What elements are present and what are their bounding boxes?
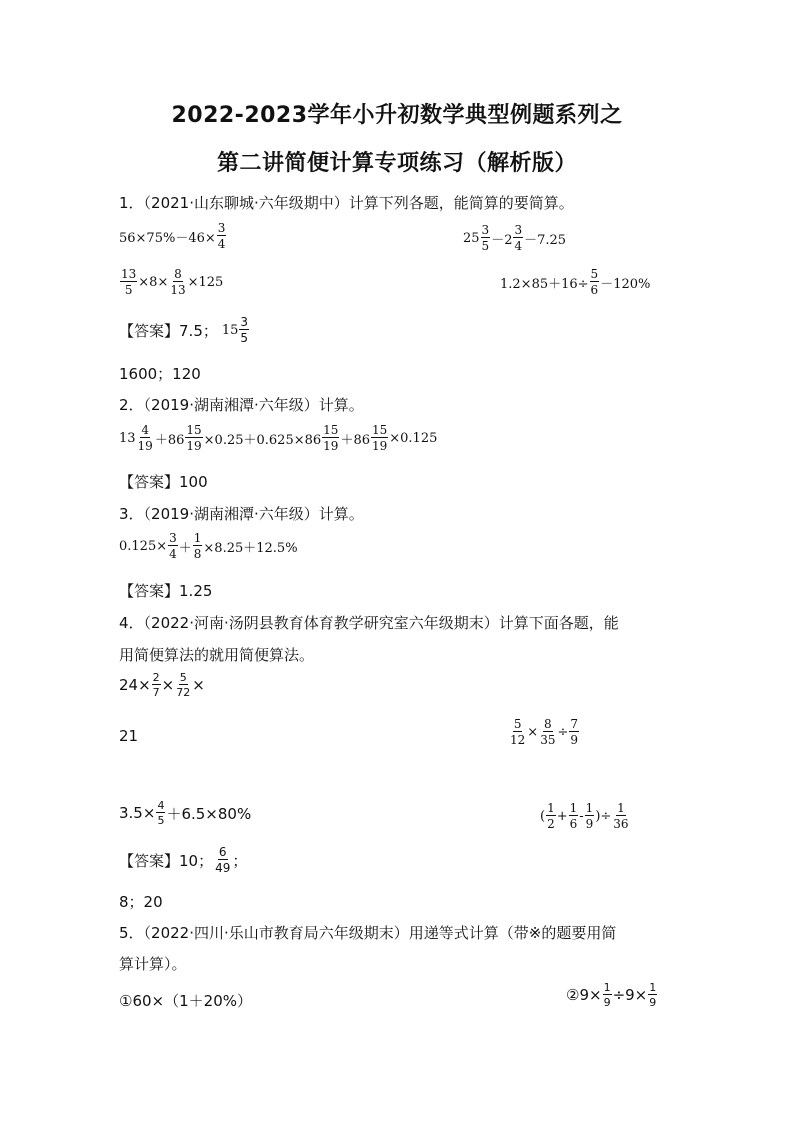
fraction: $\frac{1}{9}$ [649, 981, 657, 1009]
fraction: $\frac{1}{6}$ [569, 801, 578, 831]
expr-text: × [161, 676, 175, 694]
expr-text: ×8.25＋12.5% [203, 540, 298, 556]
q4-expr-4 [540, 802, 631, 830]
fraction: $\frac{5}{12}$ [510, 717, 526, 747]
expr-text: 56×75%－46× [119, 230, 216, 246]
answer-label: 【答案】 [119, 321, 180, 340]
fraction: $\frac{4}{19}$ [137, 423, 153, 453]
answer-text: 1.25 [179, 581, 213, 600]
fraction: $\frac{1}{36}$ [613, 801, 629, 831]
expr-text: ÷9× [612, 986, 648, 1004]
fraction: $\frac{15}{19}$ [323, 423, 339, 453]
expr-text: ×125 [187, 274, 224, 290]
q4-stem-line-2: 用简便算法的就用简便算法。 [119, 646, 315, 664]
fraction: $\frac{5}{72}$ [176, 671, 191, 699]
fraction: $\frac{1}{9}$ [603, 981, 611, 1009]
q5-stem-line-1: 5．（2022·四川·乐山市教育局六年级期末）用递等式计算（带※的题要用简 [119, 924, 617, 942]
expr-text: - [579, 808, 584, 824]
q3-stem: 3．（2019·湖南湘潭·六年级）计算。 [119, 505, 364, 523]
expr-text: × [527, 724, 539, 740]
expr-text: ＋86 [340, 432, 370, 448]
q1-stem: 1．（2021·山东聊城·六年级期中）计算下列各题，能简算的要简算。 [119, 194, 574, 212]
title-line-2: 第二讲简便计算专项练习（解析版） [216, 151, 577, 176]
expr-text: －2 [491, 232, 513, 248]
expr-text: ( [540, 808, 546, 824]
fraction: $\frac{1}{9}$ [585, 801, 594, 831]
q5-expr-1: ①60×（1＋20%） [119, 992, 252, 1010]
q1-answer [119, 316, 250, 344]
fraction: $\frac{1}{2}$ [547, 801, 555, 831]
answer-whole: 15 [221, 322, 239, 338]
q5-stem-line-2: 算计算）。 [119, 955, 187, 973]
q4-answer [119, 846, 247, 874]
q4-expr-3 [119, 800, 251, 826]
expr-text: ②9× [566, 986, 602, 1004]
expr-text: 25 [463, 230, 480, 246]
fraction: $\frac{2}{7}$ [152, 671, 160, 699]
answer-separator: ； [232, 851, 248, 870]
expr-text: ×0.125 [389, 430, 438, 446]
fraction: $\frac{7}{9}$ [570, 717, 579, 747]
q2-stem: 2．（2019·湖南湘潭·六年级）计算。 [119, 396, 364, 414]
expr-text: )÷ [595, 808, 612, 824]
q1-expr-2 [463, 224, 566, 252]
answer-text: 10； [179, 851, 214, 870]
fraction: $\frac{3}{5}$ [481, 223, 490, 253]
answer-text: 100 [179, 472, 208, 491]
expr-text: ×0.25＋0.625×86 [203, 432, 322, 448]
q4-expr-2 [508, 718, 580, 746]
title-line-1: 2022-2023学年小升初数学典型例题系列之 [171, 103, 623, 128]
answer-fraction: $\frac{6}{49}$ [215, 845, 231, 875]
q1-expr-3 [119, 268, 223, 296]
q1-expr-4 [500, 268, 650, 296]
expr-text: ＋86 [154, 432, 185, 448]
expr-text: －7.25 [524, 232, 567, 248]
fraction: $\frac{13}{5}$ [121, 267, 137, 297]
q4-stem-line-1: 4．（2022·河南·汤阴县教育体育教学研究室六年级期末）计算下面各题，能 [119, 614, 619, 632]
q1-answer-line-2: 1600；120 [119, 365, 201, 383]
fraction: $\frac{3}{4}$ [217, 221, 226, 251]
q5-expr-2 [566, 982, 658, 1008]
fraction: $\frac{4}{5}$ [157, 799, 165, 827]
expr-text: 0.125× [119, 538, 168, 554]
q4-expr-1-continued: 21 [119, 727, 139, 745]
expr-text: 13 [119, 430, 136, 446]
expr-text: 1.2×85＋16÷ [500, 276, 589, 292]
expr-text: ＋6.5×80% [166, 804, 252, 823]
answer-text: 7.5； [179, 321, 218, 340]
fraction: $\frac{5}{6}$ [590, 267, 599, 297]
expr-text: 3.5× [119, 804, 156, 822]
expr-text: －120% [600, 276, 651, 292]
expr-text: ÷ [557, 724, 569, 740]
q3-expr [119, 532, 298, 560]
expr-text: ＋ [178, 540, 192, 556]
q4-expr-1 [119, 672, 205, 698]
q2-answer [119, 471, 208, 492]
q2-expr [119, 424, 437, 452]
fraction: $\frac{15}{19}$ [186, 423, 202, 453]
answer-fraction: $\frac{3}{5}$ [240, 315, 249, 345]
expr-text: + [556, 808, 568, 824]
q3-answer [119, 580, 212, 601]
q4-answer-line-2: 8；20 [119, 893, 163, 911]
fraction: $\frac{15}{19}$ [371, 423, 388, 453]
q1-expr-1 [119, 222, 227, 250]
fraction: $\frac{8}{13}$ [170, 267, 186, 297]
answer-label: 【答案】 [119, 851, 180, 870]
fraction: $\frac{3}{4}$ [169, 531, 177, 561]
answer-label: 【答案】 [119, 473, 180, 491]
answer-label: 【答案】 [119, 582, 180, 600]
fraction: $\frac{8}{35}$ [540, 717, 556, 747]
expr-text: ×8× [138, 274, 169, 290]
fraction: $\frac{1}{8}$ [193, 531, 202, 561]
expr-text: × [192, 676, 205, 694]
fraction: $\frac{3}{4}$ [514, 223, 523, 253]
expr-text: 24× [119, 676, 151, 694]
